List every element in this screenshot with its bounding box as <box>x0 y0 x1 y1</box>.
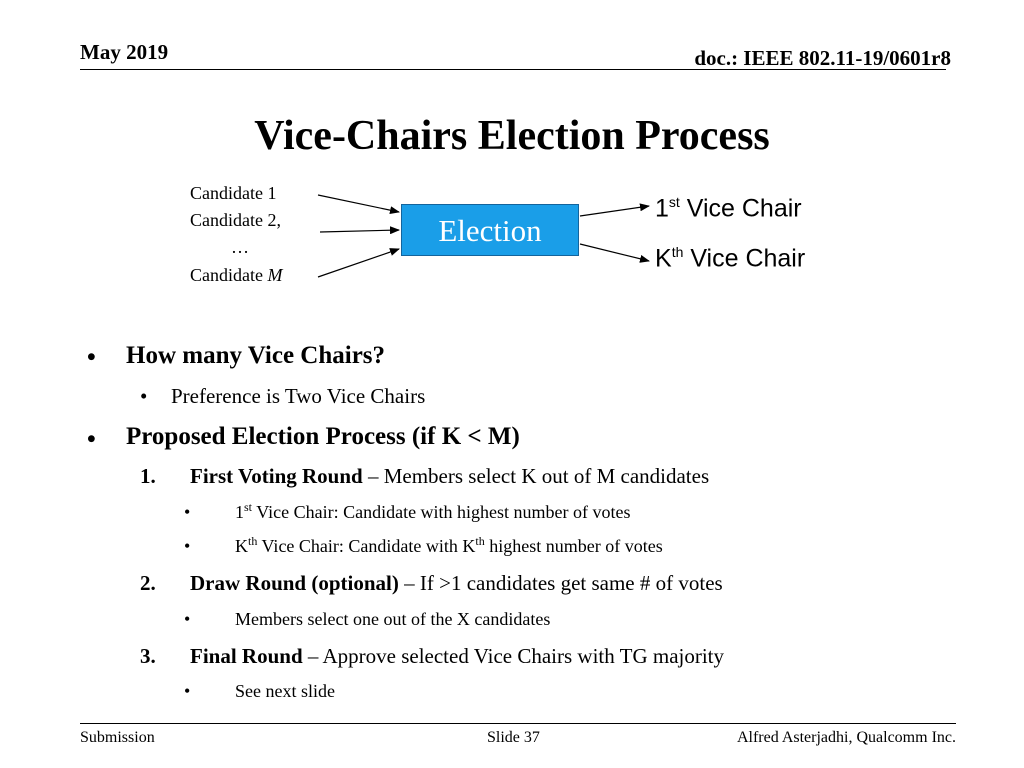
step-final-round: Final Round – Approve selected Vice Chairs with TG majority <box>190 644 725 668</box>
first-vice-chair-label: 1st Vice Chair <box>655 194 802 223</box>
slide-title: Vice-Chairs Election Process <box>254 113 770 159</box>
bullet-dot: • <box>87 426 96 453</box>
bullet-preference: Preference is Two Vice Chairs <box>171 384 426 408</box>
footer-submission: Submission <box>80 729 155 746</box>
step-draw-round: Draw Round (optional) – If >1 candidates get same # of votes <box>190 571 723 595</box>
candidate-ellipsis: … <box>231 237 249 257</box>
arrow-candidate-1 <box>318 195 399 212</box>
bullet-proposed-process: Proposed Election Process (if K < M) <box>126 423 520 450</box>
footer-slide-number: Slide 37 <box>487 729 540 746</box>
footer-author: Alfred Asterjadhi, Qualcomm Inc. <box>736 729 956 746</box>
bullet-dot: • <box>184 681 191 701</box>
header-doc-id: doc.: IEEE 802.11-19/0601r8 <box>694 46 951 70</box>
bullet-dot: • <box>87 344 96 371</box>
arrow-candidate-m <box>318 249 399 277</box>
election-box: Election <box>401 204 579 256</box>
header-date: May 2019 <box>80 40 169 64</box>
bullet-dot: • <box>184 502 191 522</box>
bullet-dot: • <box>140 384 148 408</box>
bullet-how-many: How many Vice Chairs? <box>126 342 386 369</box>
sub-first-vice-chair: 1st Vice Chair: Candidate with highest number of votes <box>235 500 631 522</box>
step-number: 3. <box>140 644 156 668</box>
candidate-1-label: Candidate 1 <box>190 183 277 203</box>
kth-vice-chair-label: $K^{th}$ Vice Chair <box>655 244 806 273</box>
sub-final-round-detail: See next slide <box>235 681 335 701</box>
arrow-first-vice-chair <box>580 206 649 216</box>
arrow-kth-vice-chair <box>580 244 649 261</box>
step-first-voting-round: First Voting Round – Members select K out of M candidates <box>190 464 710 488</box>
election-diagram-arrows <box>0 0 1024 320</box>
bullet-dot: • <box>184 536 191 556</box>
step-number: 2. <box>140 571 156 595</box>
bullet-dot: • <box>184 609 191 629</box>
sub-draw-round-detail: Members select one out of the X candidates <box>235 609 551 629</box>
sub-kth-vice-chair: $K^{th}$ Vice Chair: Candidate with $K^{th}$ highest number of votes <box>235 534 663 556</box>
candidate-m-label: Candidate M <box>190 265 283 285</box>
step-number: 1. <box>140 464 156 488</box>
candidate-2-label: Candidate 2, <box>190 210 281 230</box>
footer-divider <box>80 723 956 724</box>
arrow-candidate-2 <box>320 230 399 232</box>
